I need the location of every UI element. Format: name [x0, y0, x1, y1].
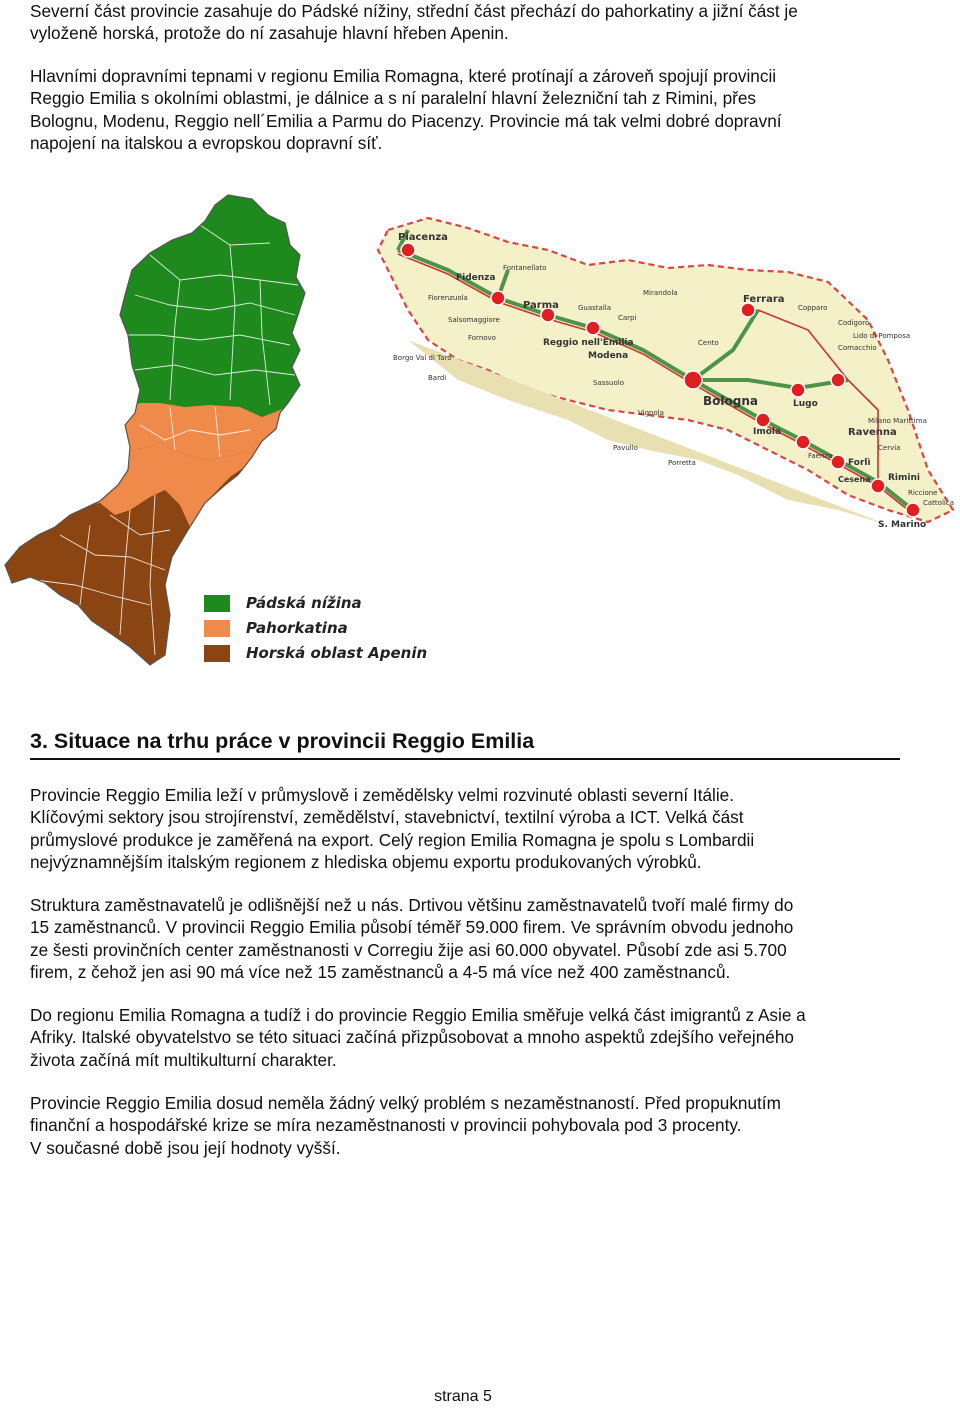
place-label: Milano Marittima — [868, 417, 927, 425]
text-line: Klíčovými sektory jsou strojírenství, zemědělství, stavebnictví, textilní výroba a ICT. Velká část — [30, 807, 744, 828]
city-marker — [401, 243, 415, 257]
place-label: Mirandola — [643, 289, 678, 297]
text-line: vyloženě horská, protože do ní zasahuje hlavní hřeben Apenin. — [30, 23, 509, 44]
legend-label: Horská oblast Apenin — [246, 644, 428, 662]
city-label: S. Marino — [878, 520, 927, 530]
text-line: Provincie Reggio Emilia dosud neměla žádný velký problém s nezaměstnaností. Před propuknutím — [30, 1093, 781, 1113]
migration-paragraph — [30, 1004, 910, 1071]
unemployment-paragraph — [30, 1092, 910, 1159]
place-label: Vignola — [638, 409, 664, 417]
city-label: Ferrara — [743, 294, 785, 305]
city-marker — [756, 413, 770, 427]
city-marker — [831, 455, 845, 469]
place-label: Lido di Pomposa — [853, 332, 911, 340]
place-label: Fiorenzuola — [428, 294, 468, 302]
transport-paragraph — [30, 65, 910, 155]
city-label: Forlì — [848, 458, 871, 468]
text-line: Struktura zaměstnavatelů je odlišnější než u nás. Drtivou většinu zaměstnavatelů tvoří malé firmy do — [30, 895, 794, 915]
place-label: Fornovo — [468, 334, 496, 342]
text-line: firem, z čehož jen asi 90 má více než 15 zaměstnanců a 4-5 má více než 400 zaměstnanců. — [30, 962, 731, 983]
text-line: 15 zaměstnanců. V provincii Reggio Emilia působí téměř 59.000 firem. Ve správním obvodu jednoho — [30, 917, 794, 938]
city-label: Fidenza — [456, 273, 496, 283]
place-label: Codigoro — [838, 319, 870, 327]
city-marker — [491, 291, 505, 305]
section-heading: 3. Situace na trhu práce v provincii Reggio Emilia — [30, 728, 900, 760]
place-label: Faenza — [808, 452, 833, 460]
text-line: Severní část provincie zasahuje do Pádské nížiny, střední část přechází do pahorkatiny a jižní část je — [30, 1, 798, 21]
employer-structure-paragraph — [30, 894, 910, 984]
city-marker — [871, 479, 885, 493]
text-line: Do regionu Emilia Romagna a tudíž i do provincie Reggio Emilia směřuje velká část imigrantů z Asie a — [30, 1005, 806, 1025]
place-label: Cattolica — [923, 499, 954, 507]
text-line: Afriky. Italské obyvatelstvo se této situaci začíná přizpůsobovat a mnoho aspektů zdejšího veřejného — [30, 1027, 794, 1048]
city-marker — [586, 321, 600, 335]
place-label: Salsomaggiore — [448, 316, 500, 324]
text-line: V současné době jsou její hodnoty vyšší. — [30, 1137, 341, 1158]
place-label: Copparo — [798, 304, 828, 312]
city-label: Reggio nell'Emilia — [543, 338, 634, 348]
city-marker — [741, 303, 755, 317]
place-label: Sassuolo — [593, 379, 624, 387]
labor-market-paragraph — [30, 784, 910, 874]
page-number: strana 5 — [434, 1388, 492, 1405]
place-label: Borgo Val di Taro — [393, 354, 452, 362]
city-marker — [796, 435, 810, 449]
text-line: napojení na italskou a evropskou dopravní síť. — [30, 133, 383, 154]
text-line: života začíná mít multikulturní charakter. — [30, 1049, 337, 1070]
city-label: Piacenza — [398, 232, 448, 243]
text-line: finanční a hospodářské krize se míra nezaměstnanosti v provincii pohybovala pod 3 procenty. — [30, 1115, 742, 1136]
maps-figure — [0, 185, 960, 685]
legend-swatch — [204, 595, 230, 612]
legend-swatch — [204, 645, 230, 662]
city-label: Bologna — [703, 394, 758, 408]
intro-paragraph — [30, 0, 910, 45]
text-line: Reggio Emilia s okolními oblastmi, je dálnice a s ní paralelní hlavní železniční tah z Rimini, přes — [30, 88, 757, 109]
legend-label: Pahorkatina — [246, 619, 348, 637]
place-label: Porretta — [668, 459, 696, 467]
place-label: Cento — [698, 339, 719, 347]
city-label: Modena — [588, 351, 629, 361]
city-label: Parma — [523, 300, 559, 311]
legend-swatch — [204, 620, 230, 637]
legend-label: Pádská nížina — [246, 594, 362, 612]
place-label: Cervia — [878, 444, 901, 452]
text-line: průmyslové produkce je zaměřená na export. Celý region Emilia Romagna je spolu s Lombardii — [30, 829, 755, 850]
place-label: Comacchio — [838, 344, 877, 352]
place-label: Carpi — [618, 314, 637, 322]
place-label: Guastalla — [578, 304, 612, 312]
place-label: Pavullo — [613, 444, 638, 452]
place-label: Fontanellato — [503, 264, 547, 272]
city-label: Cesena — [838, 475, 871, 484]
city-marker — [831, 373, 845, 387]
text-line: ze šesti provinčních center zaměstnanosti v Corregiu žije asi 60.000 obyvatel. Působí zde asi 5.700 — [30, 939, 787, 960]
region-transport-map — [368, 210, 960, 530]
city-marker — [791, 383, 805, 397]
text-line: nejvýznamnějším italským regionem z hlediska objemu exportu produkovaných výrobků. — [30, 852, 702, 873]
city-marker — [684, 371, 702, 389]
plain-zone — [0, 185, 360, 417]
city-label: Ravenna — [848, 427, 897, 438]
text-line: Provincie Reggio Emilia leží v průmyslově i zemědělsky velmi rozvinuté oblasti severní Itálie. — [30, 785, 735, 805]
text-line: Bolognu, Modenu, Reggio nell´Emilia a Parmu do Piacenzy. Provincie má tak velmi dobré dopravní — [30, 110, 782, 131]
text-line: Hlavními dopravními tepnami v regionu Emilia Romagna, které protínají a zároveň spojují provincii — [30, 66, 777, 86]
city-label: Imola — [753, 427, 782, 437]
place-label: Bardi — [428, 374, 447, 382]
city-marker — [906, 503, 920, 517]
city-label: Lugo — [793, 399, 818, 409]
city-label: Rimini — [888, 473, 920, 483]
place-label: Riccione — [908, 489, 938, 497]
